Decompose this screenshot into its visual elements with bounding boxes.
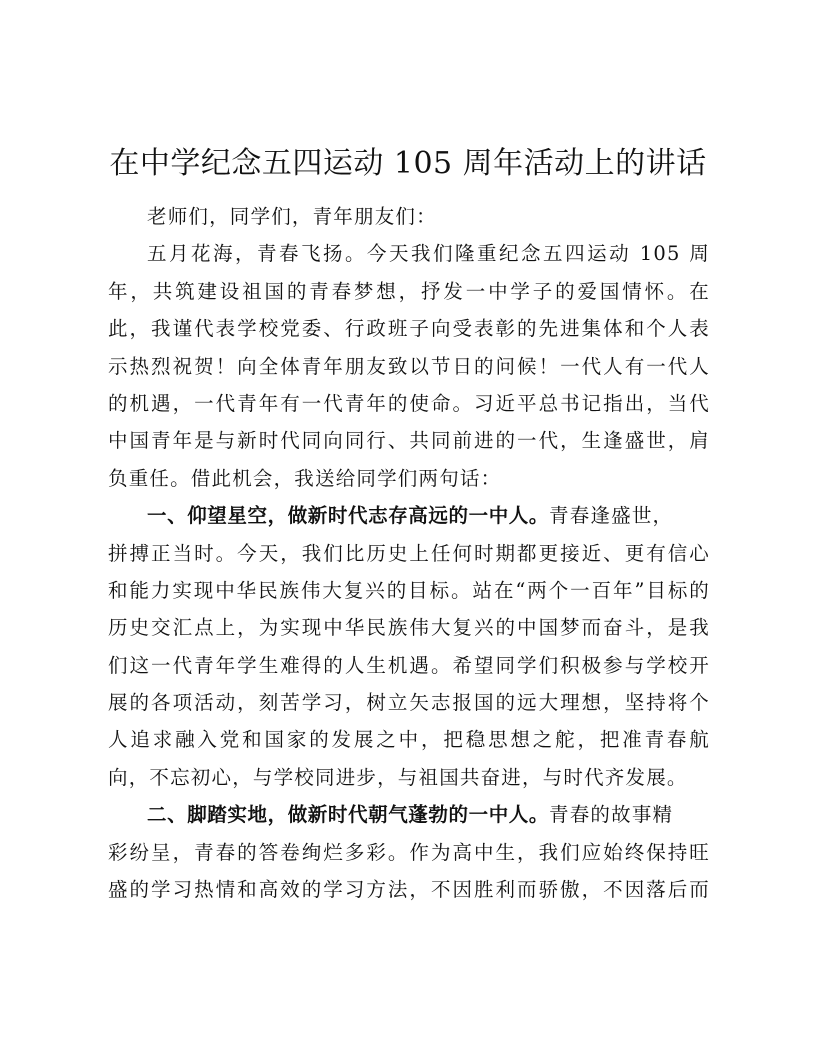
section-1-line: 展的各项活动，刻苦学习，树立矢志报国的远大理想，坚持将个 [108,691,710,715]
section-1-line: 们这一代青年学生难得的人生机遇。希望同学们积极参与学校开 [108,653,710,677]
section-1-first-line-text: 青春逢盛世， [549,504,674,528]
section-1-heading: 一、仰望星空，做新时代志存高远的一中人。 [147,504,550,528]
section-1-line: 向，不忘初心，与学校同进步，与祖国共奋进，与时代齐发展。 [108,765,688,789]
paragraph-1-line: 负重任。借此机会，我送给同学们两句话： [108,466,502,490]
section-1-line: 历史交汇点上，为实现中华民族伟大复兴的中国梦而奋斗，是我 [108,616,710,640]
section-2-first-line-text: 青春的故事精 [549,803,674,827]
section-2-heading: 二、脚踏实地，做新时代朝气蓬勃的一中人。 [147,803,550,827]
paragraph-1-line: 的机遇，一代青年有一代青年的使命。习近平总书记指出，当代 [108,391,710,415]
section-1-line: 和能力实现中华民族伟大复兴的目标。站在“两个一百年”目标的 [108,578,710,602]
section-1-line: 拼搏正当时。今天，我们比历史上任何时期都更接近、更有信心 [108,541,710,565]
section-1-line: 人追求融入党和国家的发展之中，把稳思想之舵，把准青春航 [108,728,710,752]
salutation: 老师们，同学们，青年朋友们： [147,205,437,228]
document-title: 在中学纪念五四运动 105 周年活动上的讲话 [109,146,707,181]
section-2-line: 盛的学习热情和高效的学习方法，不因胜利而骄傲，不因落后而 [108,878,710,902]
section-1-first-line [108,497,710,534]
section-2-first-line [108,796,710,833]
paragraph-1-line: 年，共筑建设祖国的青春梦想，抒发一中学子的爱国情怀。在 [108,279,710,303]
paragraph-1-line: 中国青年是与新时代同向同行、共同前进的一代，生逢盛世，肩 [108,429,710,453]
section-2-line: 彩纷呈，青春的答卷绚烂多彩。作为高中生，我们应始终保持旺 [108,840,710,864]
document-body [108,198,710,908]
paragraph-1-line: 五月花海，青春飞扬。今天我们隆重纪念五四运动 105 周 [147,242,710,266]
paragraph-1-line: 此，我谨代表学校党委、行政班子向受表彰的先进集体和个人表 [108,317,710,341]
paragraph-1-line: 示热烈祝贺！向全体青年朋友致以节日的问候！一代人有一代人 [108,354,710,378]
